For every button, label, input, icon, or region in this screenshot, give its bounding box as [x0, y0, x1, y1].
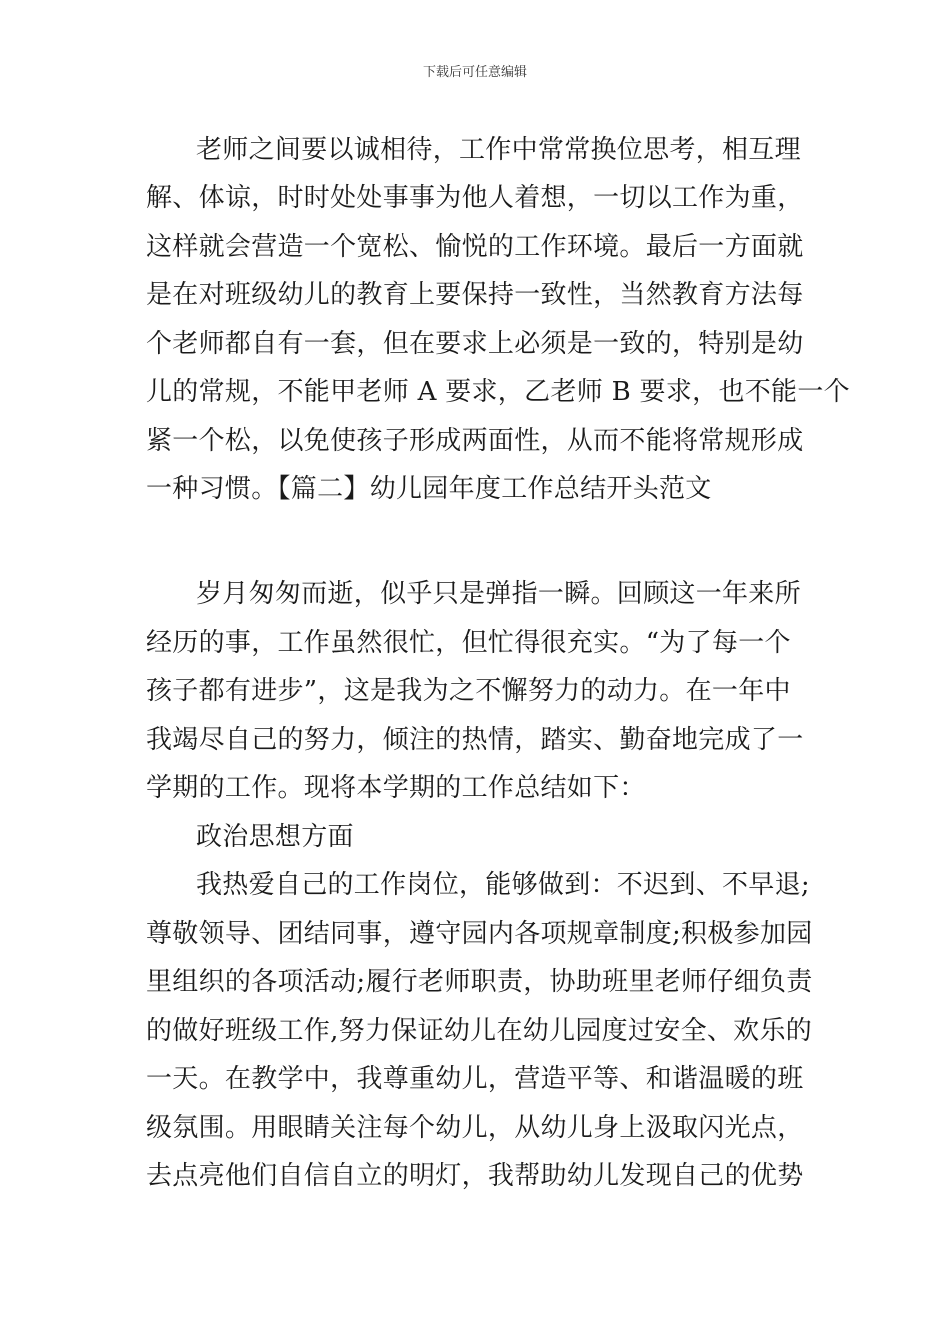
paragraph-line: 儿的常规，不能甲老师 A 要求，乙老师 B 要求，也不能一个 — [146, 377, 850, 407]
paragraph-line: 老师之间要以诚相待，工作中常常换位思考，相互理 — [196, 135, 801, 165]
paragraph-line: 经历的事，工作虽然很忙，但忙得很充实。“为了每一个 — [146, 628, 791, 658]
paragraph-line: 去点亮他们自信自立的明灯，我帮助幼儿发现自己的优势 — [146, 1161, 804, 1191]
page-header-note: 下载后可任意编辑 — [422, 65, 527, 80]
paragraph-line: 我热爱自己的工作岗位，能够做到：不迟到、不早退; — [196, 870, 810, 900]
paragraph-line: 里组织的各项活动;履行老师职责，协助班里老师仔细负责 — [146, 967, 813, 997]
paragraph-line: 我竭尽自己的努力，倾注的热情，踏实、勤奋地完成了一 — [146, 725, 804, 755]
paragraph-line: 级氛围。用眼睛关注每个幼儿，从幼儿身上汲取闪光点， — [146, 1113, 804, 1143]
paragraph-line: 解、体谅，时时处处事事为他人着想，一切以工作为重， — [146, 183, 804, 213]
paragraph-line: 个老师都自有一套，但在要求上必须是一致的，特别是幼 — [146, 329, 804, 359]
paragraph-line: 一种习惯。【篇二】幼儿园年度工作总结开头范文 — [146, 474, 712, 504]
paragraph-line: 这样就会营造一个宽松、愉悦的工作环境。最后一方面就 — [146, 232, 804, 262]
paragraph-line: 岁月匆匆而逝，似乎只是弹指一瞬。回顾这一年来所 — [196, 579, 801, 609]
paragraph-line: 尊敬领导、团结同事，遵守园内各项规章制度;积极参加园 — [146, 919, 813, 949]
paragraph-line: 紧一个松，以免使孩子形成两面性，从而不能将常规形成 — [146, 426, 804, 456]
section-heading: 政治思想方面 — [196, 822, 354, 852]
paragraph-line: 的做好班级工作,努力保证幼儿在幼儿园度过安全、欢乐的 — [146, 1016, 813, 1046]
paragraph-line: 是在对班级幼儿的教育上要保持一致性，当然教育方法每 — [146, 280, 804, 310]
paragraph-line: 孩子都有进步”，这是我为之不懈努力的动力。在一年中 — [146, 676, 791, 706]
paragraph-line: 一天。在教学中，我尊重幼儿，营造平等、和谐温暖的班 — [146, 1064, 804, 1094]
paragraph-line: 学期的工作。现将本学期的工作总结如下： — [146, 773, 646, 803]
